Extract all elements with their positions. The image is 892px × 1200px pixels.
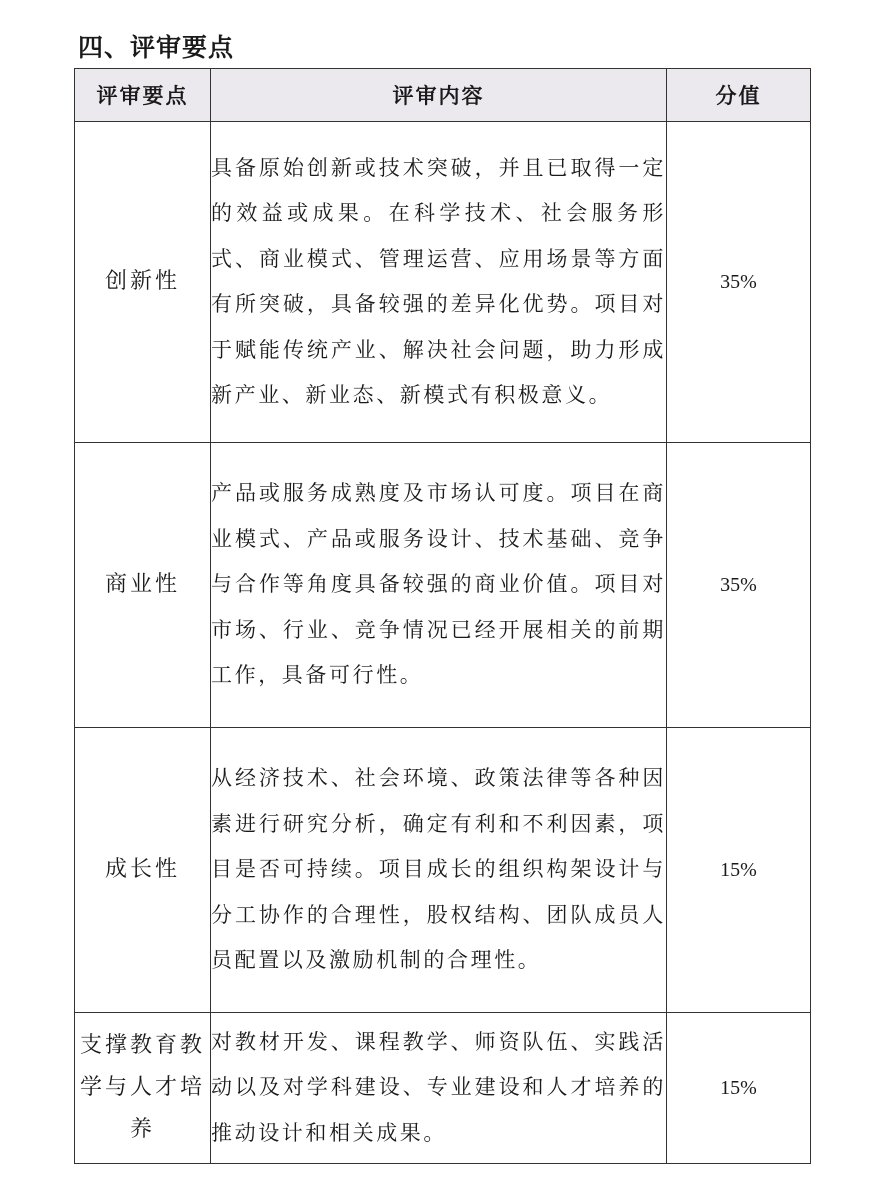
section-heading: 四、评审要点 [78,33,235,62]
table-row [75,728,811,1013]
table-row [75,443,811,728]
review-point-cell: 成长性 [75,728,211,1013]
table-row [75,1013,811,1164]
header-review-content: 评审内容 [211,69,667,122]
review-content-cell: 具备原始创新或技术突破，并且已取得一定的效益或成果。在科学技术、社会服务形式、商业模式、管理运营、应用场景等方面有所突破，具备较强的差异化优势。项目对于赋能传统产业、解决社会问题，助力形成新产业、新业态、新模式有积极意义。 [211,122,667,443]
review-point-cell: 创新性 [75,122,211,443]
review-point-cell: 支撑教育教学与人才培养 [75,1013,211,1164]
table-header-row [75,69,811,122]
header-score: 分值 [667,69,811,122]
score-cell: 35% [667,122,811,443]
review-content-cell: 对教材开发、课程教学、师资队伍、实践活动以及对学科建设、专业建设和人才培养的推动设计和相关成果。 [211,1013,667,1164]
score-cell: 35% [667,443,811,728]
score-cell: 15% [667,728,811,1013]
score-cell: 15% [667,1013,811,1164]
review-criteria-table [74,68,811,1164]
header-review-point: 评审要点 [75,69,211,122]
review-content-cell: 产品或服务成熟度及市场认可度。项目在商业模式、产品或服务设计、技术基础、竞争与合作等角度具备较强的商业价值。项目对市场、行业、竞争情况已经开展相关的前期工作，具备可行性。 [211,443,667,728]
review-content-cell: 从经济技术、社会环境、政策法律等各种因素进行研究分析，确定有利和不利因素，项目是否可持续。项目成长的组织构架设计与分工协作的合理性，股权结构、团队成员人员配置以及激励机制的合理性。 [211,728,667,1013]
table-row [75,122,811,443]
review-point-cell: 商业性 [75,443,211,728]
